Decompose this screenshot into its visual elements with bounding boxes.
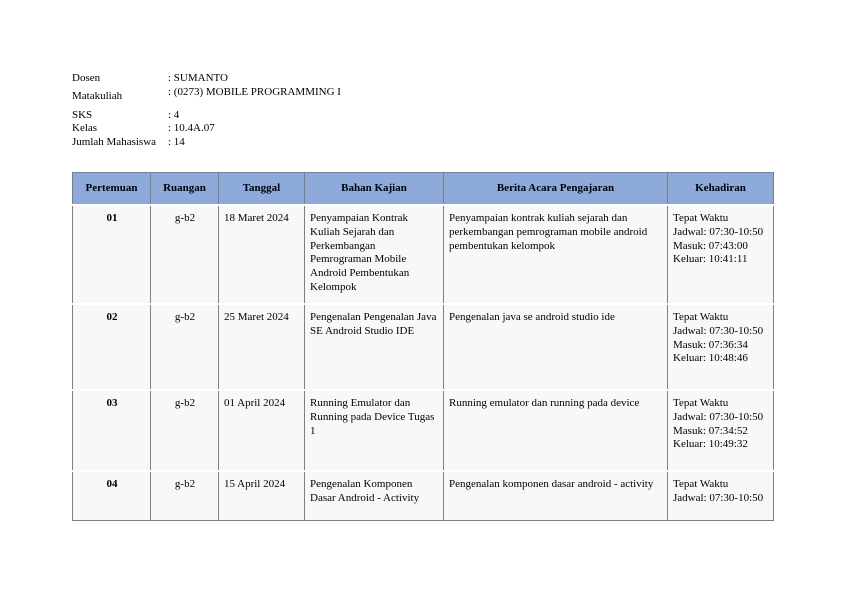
kehadiran-keluar: Keluar: 10:48:46 — [673, 352, 748, 365]
col-header-kehadiran: Kehadiran — [668, 173, 774, 206]
cell-bahan-kajian: Running Emulator dan Running pada Device Tugas 1 — [305, 390, 444, 471]
kehadiran-jadwal: Jadwal: 07:30-10:50 — [673, 324, 764, 337]
jumlah-mahasiswa-label: Jumlah Mahasiswa — [72, 136, 157, 148]
sks-value: : 4 — [168, 109, 180, 121]
cell-ruangan: g-b2 — [151, 205, 219, 304]
attendance-table — [72, 172, 774, 521]
cell-berita-acara: Penyampaian kontrak kuliah sejarah dan perkembangan pemrograman mobile android pembentukan kelompok — [444, 205, 668, 304]
kehadiran-masuk: Masuk: 07:34:52 — [673, 424, 748, 437]
cell-bahan-kajian: Pengenalan Pengenalan Java SE Android Studio IDE — [305, 304, 444, 390]
cell-ruangan: g-b2 — [151, 471, 219, 520]
col-header-tanggal: Tanggal — [219, 173, 305, 206]
kelas-label: Kelas — [72, 122, 98, 134]
kehadiran-jadwal: Jadwal: 07:30-10:50 — [673, 225, 764, 238]
cell-pertemuan: 01 — [73, 205, 151, 304]
cell-pertemuan: 02 — [73, 304, 151, 390]
kehadiran-status: Tepat Waktu — [673, 212, 729, 224]
cell-kehadiran — [668, 205, 774, 304]
table-row — [73, 304, 774, 390]
matakuliah-value: : (0273) MOBILE PROGRAMMING I — [168, 86, 341, 98]
table-row — [73, 471, 774, 520]
cell-bahan-kajian: Penyampaian Kontrak Kuliah Sejarah dan Perkembangan Pemrograman Mobile Android Pembentukan Kelompok — [305, 205, 444, 304]
sks-label: SKS — [72, 109, 93, 121]
col-header-berita-acara: Berita Acara Pengajaran — [444, 173, 668, 206]
cell-berita-acara: Pengenalan java se android studio ide — [444, 304, 668, 390]
cell-ruangan: g-b2 — [151, 390, 219, 471]
cell-berita-acara: Pengenalan komponen dasar android - activity — [444, 471, 668, 520]
dosen-value: : SUMANTO — [168, 72, 229, 84]
cell-pertemuan: 04 — [73, 471, 151, 520]
kehadiran-status: Tepat Waktu — [673, 478, 729, 490]
jumlah-mahasiswa-value: : 14 — [168, 136, 185, 148]
matakuliah-label: Matakuliah — [72, 90, 123, 102]
cell-tanggal: 15 April 2024 — [219, 471, 305, 520]
table-row — [73, 205, 774, 304]
cell-berita-acara: Running emulator dan running pada device — [444, 390, 668, 471]
kelas-value: : 10.4A.07 — [168, 122, 215, 134]
kehadiran-jadwal: Jadwal: 07:30-10:50 — [673, 491, 764, 504]
kehadiran-status: Tepat Waktu — [673, 397, 729, 409]
col-header-ruangan: Ruangan — [151, 173, 219, 206]
cell-tanggal: 25 Maret 2024 — [219, 304, 305, 390]
kehadiran-keluar: Keluar: 10:49:32 — [673, 438, 748, 451]
cell-ruangan: g-b2 — [151, 304, 219, 390]
col-header-bahan-kajian: Bahan Kajian — [305, 173, 444, 206]
dosen-label: Dosen — [72, 72, 101, 84]
table-header-row — [73, 173, 774, 206]
kehadiran-jadwal: Jadwal: 07:30-10:50 — [673, 410, 764, 423]
kehadiran-masuk: Masuk: 07:43:00 — [673, 239, 748, 252]
cell-kehadiran — [668, 390, 774, 471]
cell-pertemuan: 03 — [73, 390, 151, 471]
kehadiran-status: Tepat Waktu — [673, 311, 729, 323]
cell-tanggal: 01 April 2024 — [219, 390, 305, 471]
cell-kehadiran — [668, 471, 774, 520]
col-header-pertemuan: Pertemuan — [73, 173, 151, 206]
cell-kehadiran — [668, 304, 774, 390]
kehadiran-keluar: Keluar: 10:41:11 — [673, 253, 748, 266]
table-row — [73, 390, 774, 471]
cell-tanggal: 18 Maret 2024 — [219, 205, 305, 304]
cell-bahan-kajian: Pengenalan Komponen Dasar Android - Activity — [305, 471, 444, 520]
kehadiran-masuk: Masuk: 07:36:34 — [673, 338, 748, 351]
